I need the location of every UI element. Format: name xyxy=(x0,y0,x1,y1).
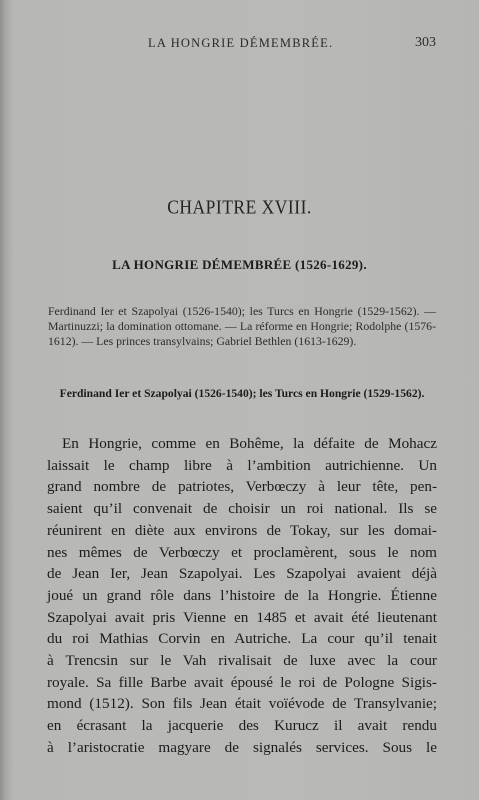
body-line: nes mêmes de Verbœczy et proclamèrent, sous le nom xyxy=(47,543,437,561)
body-line: royale. Sa fille Barbe avait épousé le roi de Pologne Sigis- xyxy=(47,673,437,691)
body-line: saient qu’il convenait de choisir un roi national. Ils se xyxy=(47,500,437,518)
body-line: Szapolyai avait pris Vienne en 1485 et avait été lieutenant xyxy=(47,608,437,626)
body-line: laissait le champ libre à l’ambition autrichienne. Un xyxy=(47,456,437,474)
body-text xyxy=(47,433,437,759)
running-head: LA HONGRIE DÉMEMBRÉE. xyxy=(148,36,334,50)
chapter-heading: CHAPITRE XVIII. xyxy=(167,195,312,219)
body-line: en écrasant la jacquerie des Kurucz il avait rendu xyxy=(47,717,437,735)
page-header xyxy=(0,36,479,54)
chapter-summary: Ferdinand Ier et Szapolyai (1526-1540); les Turcs en Hongrie (1529-1562). — Martinuzzi; la domination ottomane. — La réforme en Hongrie; Rodolphe (1576-1612). — Les princes transylvains; Gabriel Bethlen (1613-1629). xyxy=(48,304,436,348)
body-line: mond (1512). Son fils Jean était voïévode de Transylvanie; xyxy=(47,695,437,713)
body-line: En Hongrie, comme en Bohême, la défaite de Mohacz xyxy=(62,435,437,452)
body-line: du roi Mathias Corvin en Autriche. La cour qu’il tenait xyxy=(47,630,437,648)
body-line: à Trencsin sur le Vah rivalisait de luxe avec la cour xyxy=(47,652,437,670)
page-number: 303 xyxy=(415,35,436,50)
section-subheading: Ferdinand Ier et Szapolyai (1526-1540); les Turcs en Hongrie (1529-1562). xyxy=(59,387,425,400)
body-line: de Jean Ier, Jean Szapolyai. Les Szapolyai avaient déjà xyxy=(47,565,437,583)
chapter-title: LA HONGRIE DÉMEMBRÉE (1526-1629). xyxy=(112,257,367,272)
body-line: réunirent en diète aux environs de Tokay, sur les domai- xyxy=(47,521,437,539)
body-line: joué un grand rôle dans l’histoire de la Hongrie. Étienne xyxy=(47,586,437,604)
body-line: grand nombre de patriotes, Verbœczy à leur tête, pen- xyxy=(47,478,437,496)
body-line: à l’aristocratie magyare de signalés services. Sous le xyxy=(47,738,437,756)
